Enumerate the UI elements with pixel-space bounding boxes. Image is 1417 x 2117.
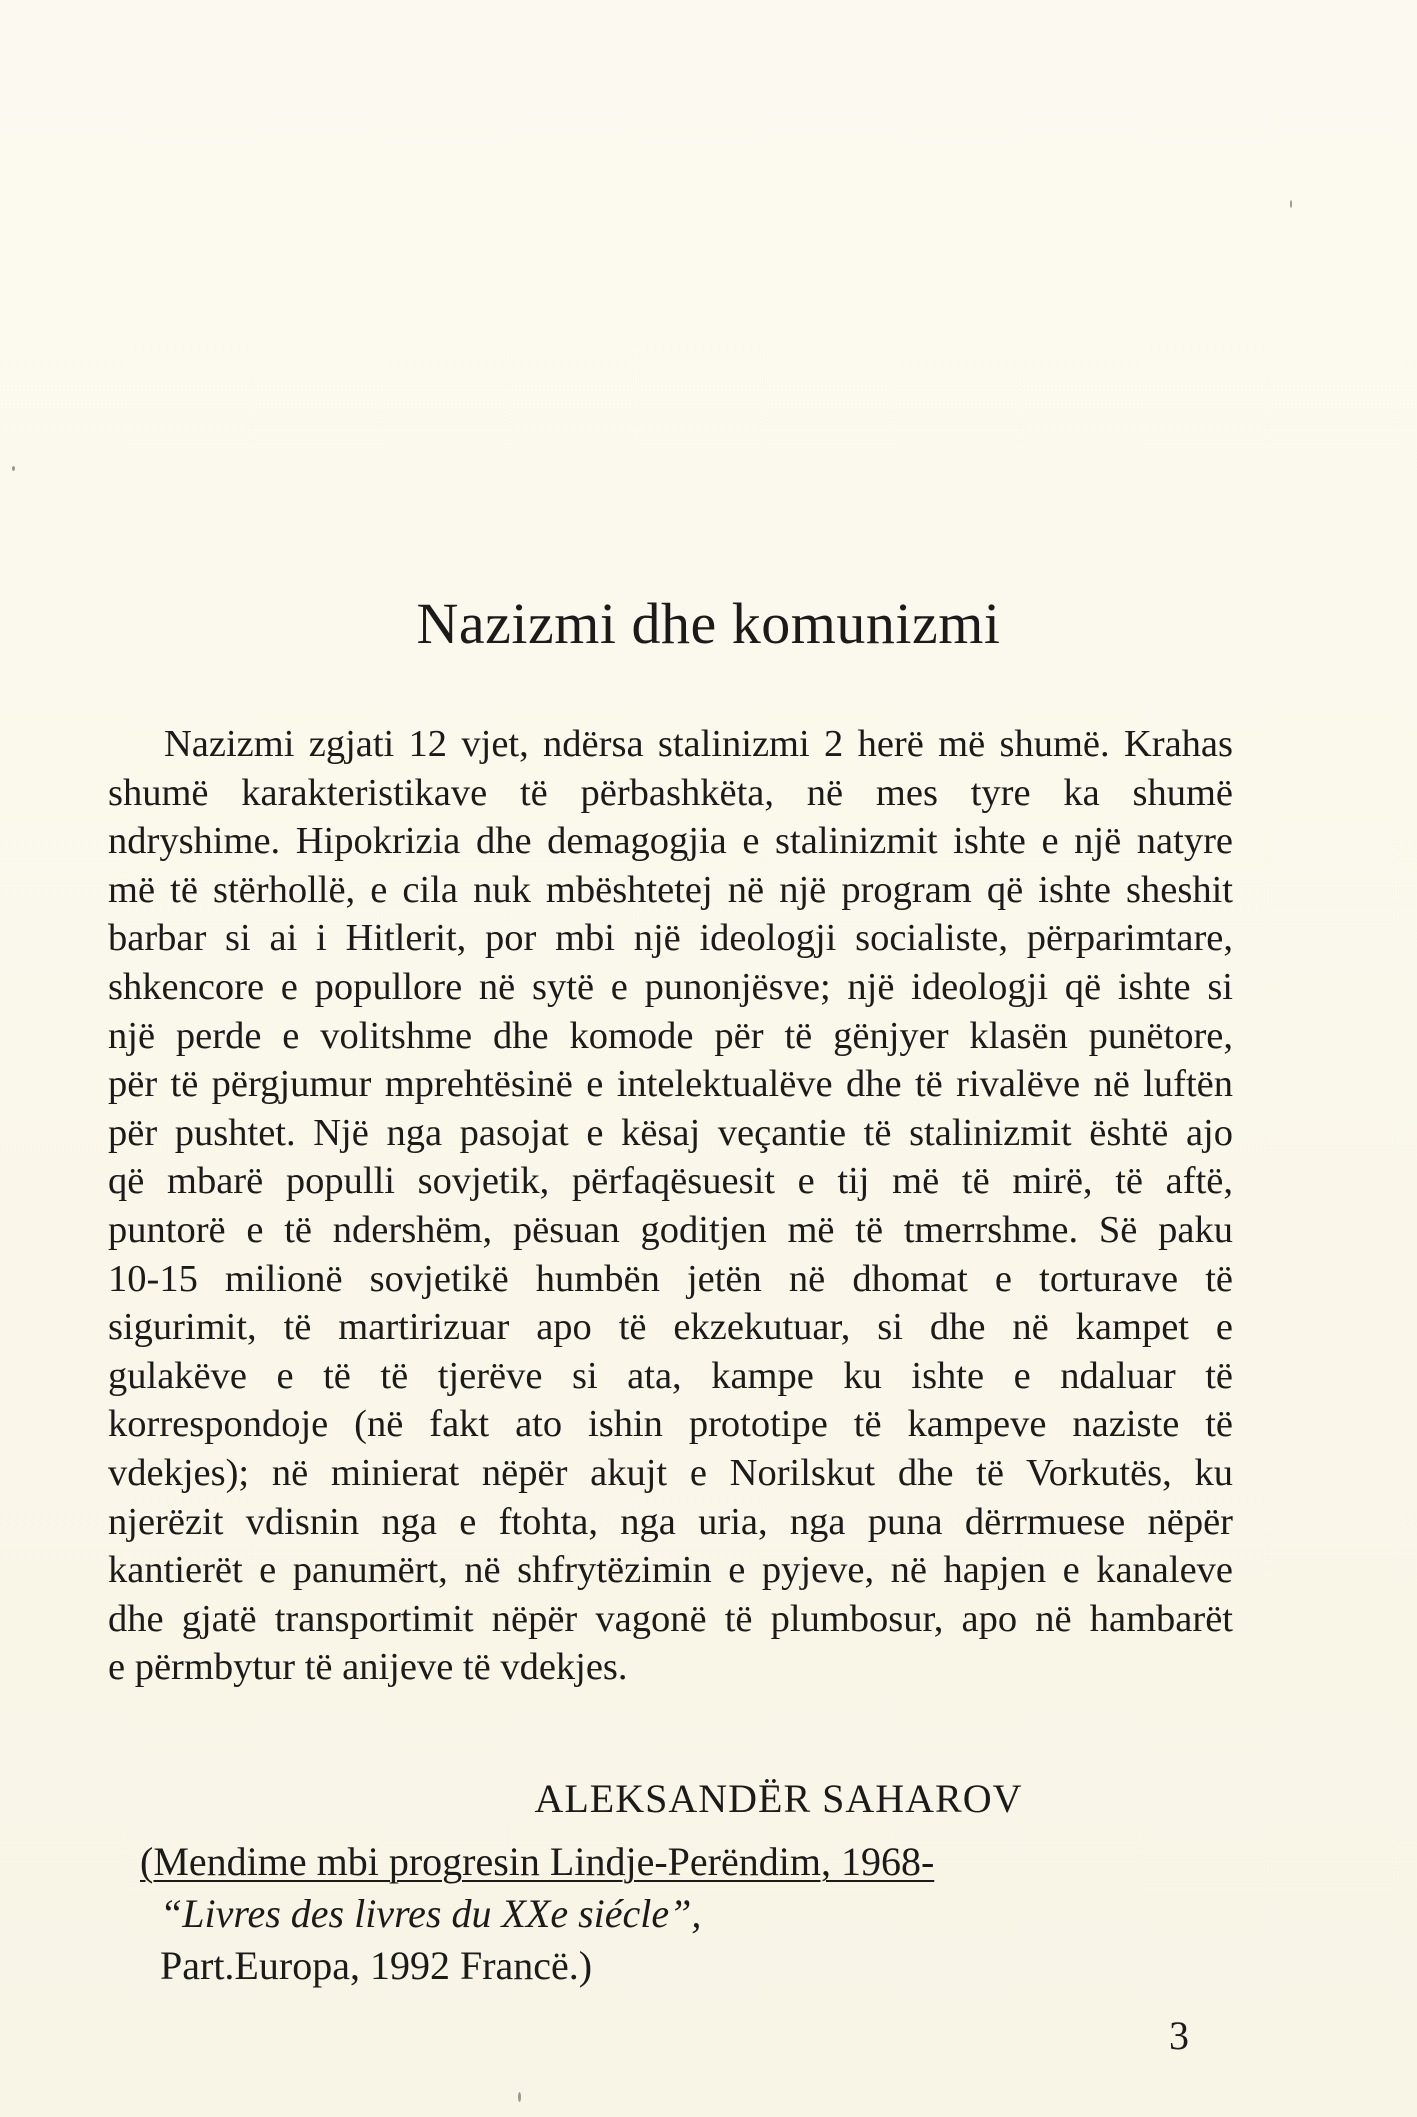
source-line-1: (Mendime mbi progresin Lindje-Perëndim, 1968- [140, 1839, 935, 1884]
page-number: 3 [1169, 2013, 1189, 2058]
body-line: ndryshime. Hipokrizia dhe demagogjia e stalinizmit ishte e një natyre [108, 820, 1233, 863]
paper-speck [518, 2092, 521, 2102]
source-line-3: Part.Europa, 1992 Francë.) [160, 1943, 593, 1988]
body-line: që mbarë populli sovjetik, përfaqësuesit e tij më të mirë, të aftë, [108, 1160, 1233, 1203]
body-line: shkencore e popullore në sytë e punonjësve; një ideologji që ishte si [108, 965, 1233, 1008]
paper-speck [1290, 200, 1292, 208]
body-line: kantierët e panumërt, në shfrytëzimin e pyjeve, në hapjen e kanaleve [108, 1549, 1233, 1592]
body-line: 10-15 milionë sovjetikë humbën jetën në dhomat e torturave të [108, 1257, 1233, 1300]
body-line: barbar si ai i Hitlerit, por mbi një ideologji socialiste, përparimtare, [108, 917, 1233, 960]
paper-speck [12, 466, 15, 471]
body-line: sigurimit, të martirizuar apo të ekzekutuar, si dhe në kampet e [108, 1306, 1233, 1349]
body-line: e përmbytur të anijeve të vdekjes. [108, 1646, 628, 1689]
body-line: një perde e volitshme dhe komode për të gënjyer klasën punëtore, [108, 1014, 1233, 1057]
chapter-title: Nazizmi dhe komunizmi [416, 591, 1001, 656]
body-line: gulakëve e të të tjerëve si ata, kampe ku ishte e ndaluar të [108, 1354, 1233, 1397]
body-line: për pushtet. Një nga pasojat e kësaj veçantie të stalinizmit është ajo [108, 1111, 1233, 1154]
source-line-2: “Livres des livres du XXe siécle”, [160, 1891, 702, 1936]
body-line: puntorë e të ndershëm, pësuan goditjen më të tmerrshme. Së paku [108, 1208, 1233, 1251]
body-line: vdekjes); në minierat nëpër akujt e Norilskut dhe të Vorkutës, ku [108, 1451, 1233, 1494]
body-line: për të përgjumur mprehtësinë e intelektualëve dhe të rivalëve në luftën [108, 1063, 1233, 1106]
body-line: shumë karakteristikave të përbashkëta, në mes tyre ka shumë [108, 771, 1233, 814]
body-line: njerëzit vdisnin nga e ftohta, nga uria, nga puna dërrmuese nëpër [108, 1500, 1233, 1543]
body-line: Nazizmi zgjati 12 vjet, ndërsa stalinizmi 2 herë më shumë. Krahas [164, 723, 1233, 765]
source-citation [140, 1836, 934, 1992]
body-line: dhe gjatë transportimit nëpër vagonë të plumbosur, apo në hambarët [108, 1597, 1233, 1640]
body-paragraph [108, 720, 1233, 1692]
body-line: korrespondoje (në fakt ato ishin prototipe të kampeve naziste të [108, 1403, 1233, 1446]
body-line: më të stërhollë, e cila nuk mbështetej në një program që ishte sheshit [108, 868, 1233, 911]
author-name: ALEKSANDËR SAHAROV [534, 1776, 1023, 1821]
